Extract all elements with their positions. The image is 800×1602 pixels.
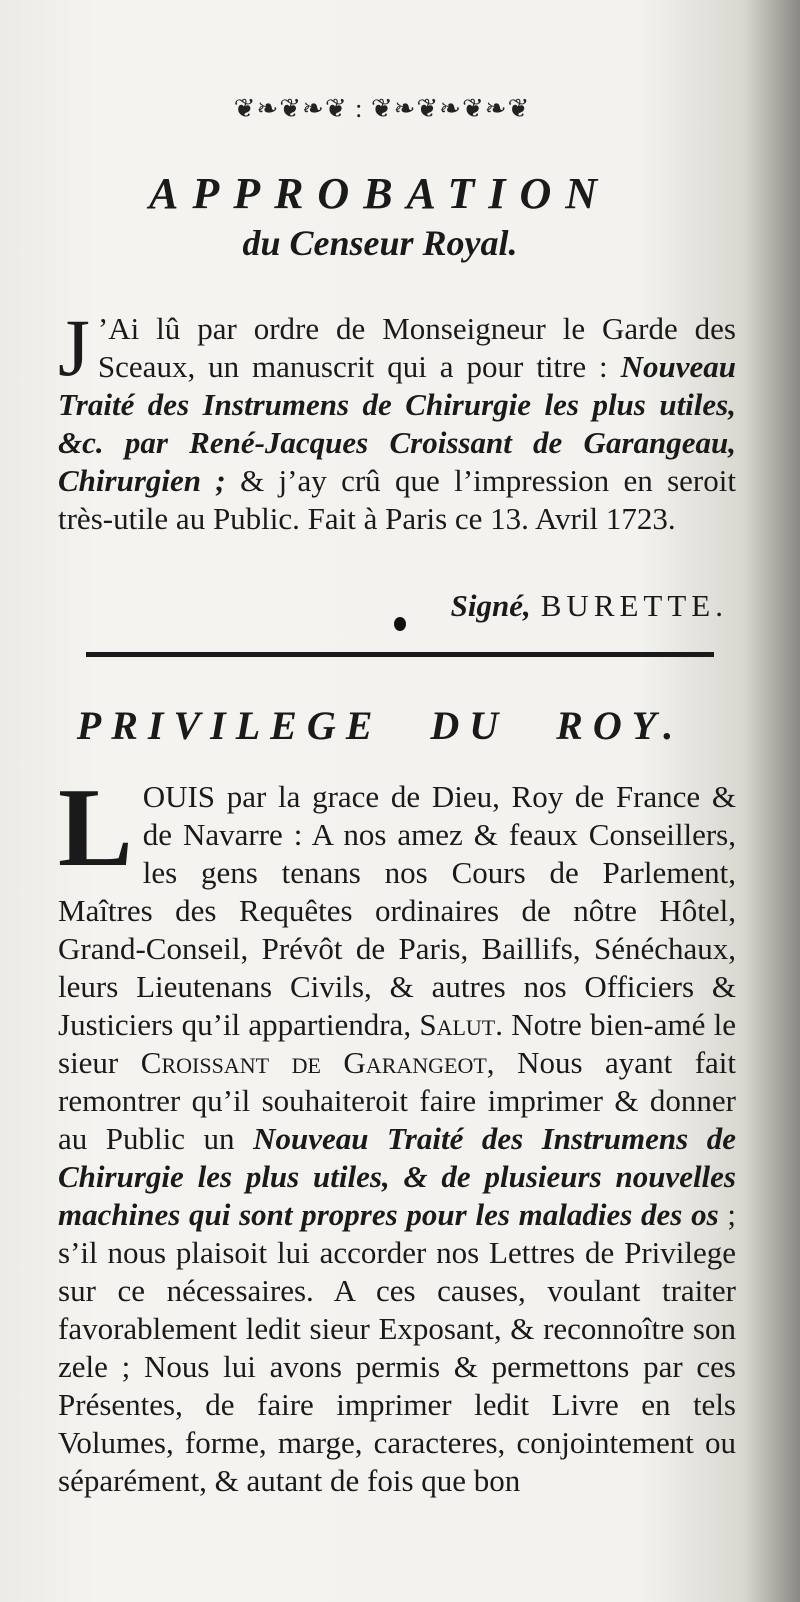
signer-name: BURETTE.: [540, 588, 728, 623]
approbation-subtitle: du Censeur Royal.: [242, 223, 518, 263]
approbation-book-title: Nouveau Traité des Instrumens de Chirurgie les plus utiles, &c. par René-Jacques Croissant de Garangeau, Chirurgien ;: [58, 349, 736, 498]
signature-line: [451, 588, 728, 624]
privilege-paragraph: [58, 766, 737, 1500]
privilege-title: PRIVILEGE DU ROY.: [76, 703, 684, 748]
section-divider-rule: [86, 652, 714, 657]
ornamental-header-band: ❦❧❦❧❦ : ❦❧❦❧❦❧❦: [233, 94, 531, 123]
privilege-text-4: ; s’il nous plaisoit lui accorder nos Lettres de Privilege sur ce nécessaires. A ces causes, voulant traiter favorablement ledit sieur Exposant, & reconnoître son zele ; Nous lui avons permis & permettons par ces Présentes, de faire imprimer ledit Livre en tels Volumes, forme, marge, caracteres, conjointement ou séparément, & autant de fois que bon: [58, 1197, 736, 1498]
privilege-text-3: , Nous ayant fait remontrer qu’il souhaiteroit faire imprimer & donner au Public un: [58, 1045, 737, 1156]
approbation-text-b: & j’ay crû que l’impression en seroit très-utile au Public. Fait à Paris ce 13. Avril 1723.: [58, 463, 736, 536]
privilege-text-2: Notre bien-amé le sieur: [58, 1007, 737, 1080]
approbation-drop-cap: J: [58, 302, 90, 393]
ink-dot-ornament: [394, 617, 406, 631]
privilege-text-1: OUIS par la grace de Dieu, Roy de France & de Navarre : A nos amez & feaux Conseillers, les gens tenans nos Cours de Parlement, Maîtres des Requêtes ordinaires de nôtre Hôtel, Grand-Conseil, Prévôt de Paris, Baillifs, Sénéchaux, leurs Lieutenans Civils, & autres nos Officiers & Justiciers qu’il appartiendra,: [58, 779, 736, 1042]
approbation-title: APPROBATION: [148, 169, 612, 218]
author-name: Croissant de Garangeot: [140, 1045, 487, 1080]
signe-label: Signé,: [450, 588, 531, 623]
salut-word: Salut.: [419, 1007, 503, 1042]
approbation-paragraph: [58, 302, 736, 538]
privilege-book-title: Nouveau Traité des Instrumens de Chirurgie les plus utiles, & de plusieurs nouvelles machines qui sont propres pour les maladies des os: [58, 1121, 736, 1232]
privilege-drop-cap: L: [58, 766, 133, 890]
approbation-text-a: ’Ai lû par ordre de Monseigneur le Garde des Sceaux, un manuscrit qui a pour titre :: [97, 311, 736, 384]
